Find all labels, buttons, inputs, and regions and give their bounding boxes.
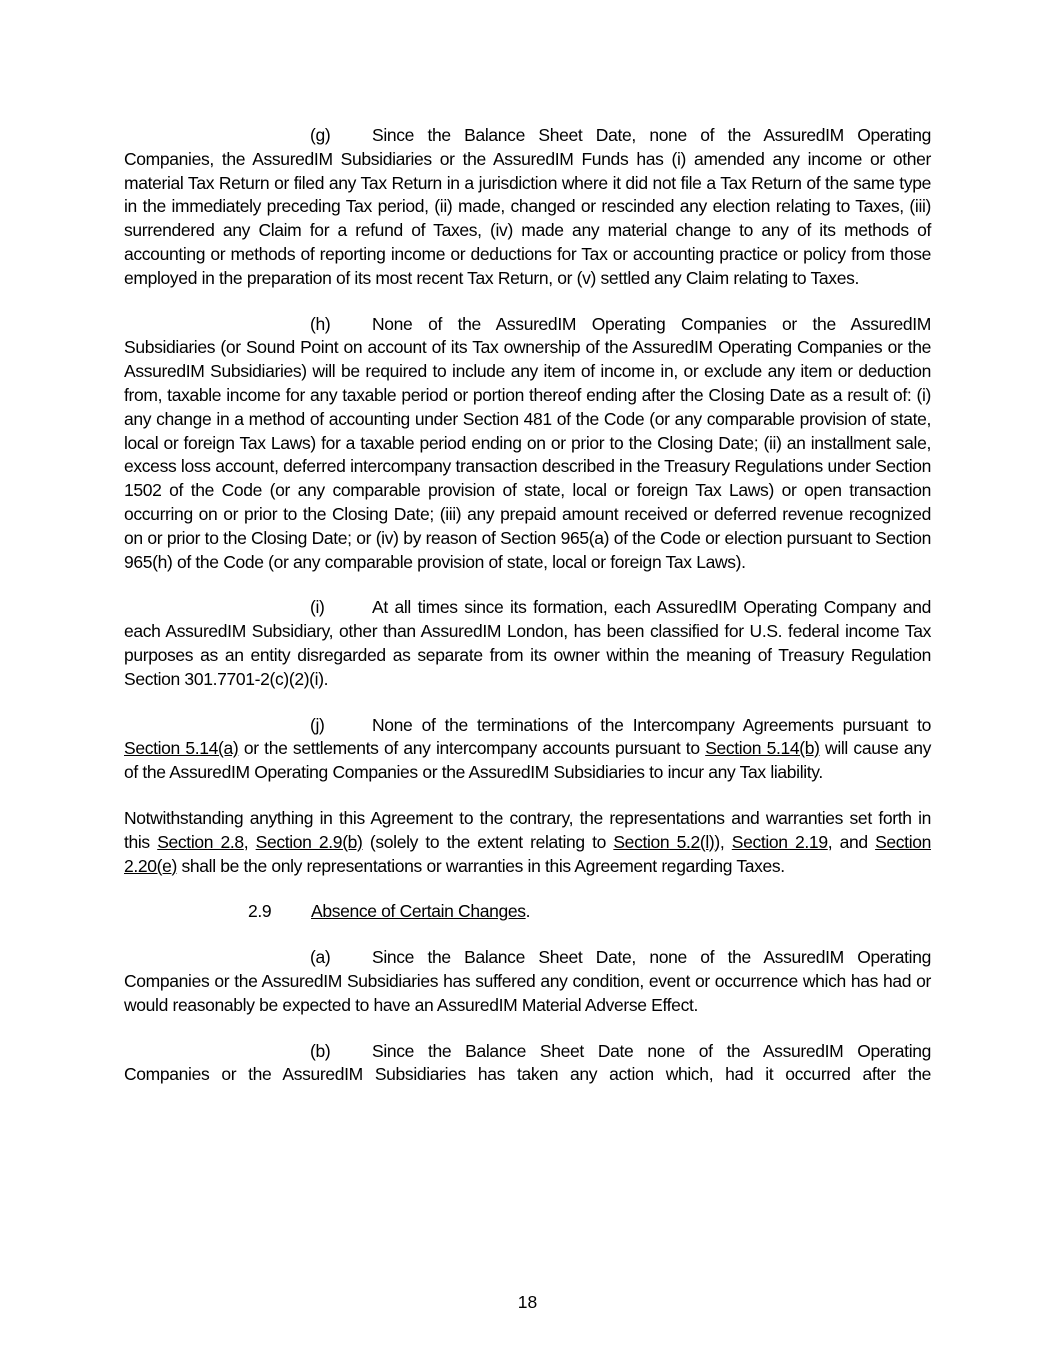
section-2-20-e-link[interactable]: Section 2.20(e) <box>124 831 931 876</box>
paragraph-i-text: At all times since its formation, each AssuredIM Operating Company and each AssuredIM Subsidiary, other than AssuredIM London, has been classified for U.S. federal income Tax purposes as an entity disregarded as separate from its owner within the meaning of Treasury Regulation Section 301.7701-2(c)(2)(i). <box>124 597 931 689</box>
paragraph-b <box>124 1040 931 1088</box>
section-5-2-l-link[interactable]: Section 5.2(l) <box>613 831 715 852</box>
paragraph-a <box>124 946 931 1017</box>
notwithstanding-text-2: (solely to the extent relating to <box>369 831 606 852</box>
paragraph-g <box>124 124 931 291</box>
paragraph-j-text-2: or the settlements of any intercompany accounts pursuant to <box>243 738 700 759</box>
section-5-14-a-link[interactable]: Section 5.14(a) <box>124 738 239 759</box>
paragraph-h <box>124 313 931 575</box>
paragraph-a-text: Since the Balance Sheet Date, none of the AssuredIM Operating Companies or the AssuredIM Subsidiaries has suffered any condition, event or occurrence which has had or would reasonably be expected to have an AssuredIM Material Adverse Effect. <box>124 947 931 1015</box>
notwithstanding-text-5: shall be the only representations or warranties in this Agreement regarding Taxes. <box>181 855 785 876</box>
paragraph-h-label: (h) <box>310 313 331 334</box>
paragraph-j-label: (j) <box>310 714 325 735</box>
paragraph-h-text: None of the AssuredIM Operating Companies or the AssuredIM Subsidiaries (or Sound Point on account of its Tax ownership of the AssuredIM Operating Companies or the AssuredIM Subsidiaries) will be required to include any item of income in, or exclude any item or deduction from, taxable income for any taxable period or portion thereof ending after the Closing Date as a result of: (i) any change in a method of accounting under Section 481 of the Code (or any comparable provision of state, local or foreign Tax Laws) for a taxable period ending on or prior to the Closing Date; (ii) an installment sale, excess loss account, deferred intercompany transaction described in the Treasury Regulations under Section 1502 of the Code (or any comparable provision of state, local or foreign Tax Laws) or open transaction occurring on or prior to the Closing Date; (iii) any prepaid amount received or deferred revenue recognized on or prior to the Closing Date; or (iv) by reason of Section 965(a) of the Code or election pursuant to Section 965(h) of the Code (or any comparable provision of state, local or foreign Tax Laws). <box>124 313 931 572</box>
section-2-8-link[interactable]: Section 2.8 <box>157 831 244 852</box>
notwithstanding-text-3: ), <box>714 831 725 852</box>
notwithstanding-text-1: Notwithstanding anything in this Agreement to the contrary, the representations and warranties set forth in this <box>124 807 931 852</box>
notwithstanding-text-4: , and <box>827 831 868 852</box>
section-2-19-link[interactable]: Section 2.19 <box>731 831 828 852</box>
section-5-14-b-link[interactable]: Section 5.14(b) <box>705 738 820 759</box>
paragraph-g-text: Since the Balance Sheet Date, none of the AssuredIM Operating Companies, the AssuredIM Subsidiaries or the AssuredIM Funds has (i) amended any income or other material Tax Return or filed any Tax Return in a jurisdiction where it did not file a Tax Return of the same type in the immediately preceding Tax period, (ii) made, changed or rescinded any election relating to Taxes, (iii) surrendered any Claim for a refund of Taxes, (iv) made any material change to any of its methods of accounting or methods of reporting income or deductions for Tax or accounting practice or policy from those employed in the preparation of its most recent Tax Return, or (v) settled any Claim relating to Taxes. <box>124 125 931 288</box>
paragraph-i <box>124 596 931 691</box>
section-title-suffix: . <box>525 901 531 922</box>
paragraph-notwithstanding <box>124 807 931 878</box>
paragraph-j-text-1: None of the terminations of the Intercompany Agreements pursuant to <box>372 714 931 735</box>
paragraph-i-label: (i) <box>310 597 325 618</box>
notwithstanding-separator: , <box>243 831 249 852</box>
paragraph-b-label: (b) <box>310 1040 331 1061</box>
document-page <box>124 124 931 1109</box>
section-number: 2.9 <box>248 901 272 922</box>
section-title: Absence of Certain Changes <box>311 901 526 922</box>
section-2-9-heading <box>124 900 931 924</box>
paragraph-a-label: (a) <box>310 947 331 968</box>
paragraph-j <box>124 714 931 785</box>
paragraph-j-text-3: will cause any of the AssuredIM Operating Companies or the AssuredIM Subsidiaries to incur any Tax liability. <box>124 738 931 783</box>
paragraph-g-label: (g) <box>310 125 331 145</box>
page-number: 18 <box>517 1292 538 1312</box>
paragraph-b-text: Since the Balance Sheet Date none of the AssuredIM Operating Companies or the AssuredIM Subsidiaries has taken any action which, had it occurred after the <box>124 1040 931 1085</box>
section-2-9-b-link[interactable]: Section 2.9(b) <box>255 831 363 852</box>
